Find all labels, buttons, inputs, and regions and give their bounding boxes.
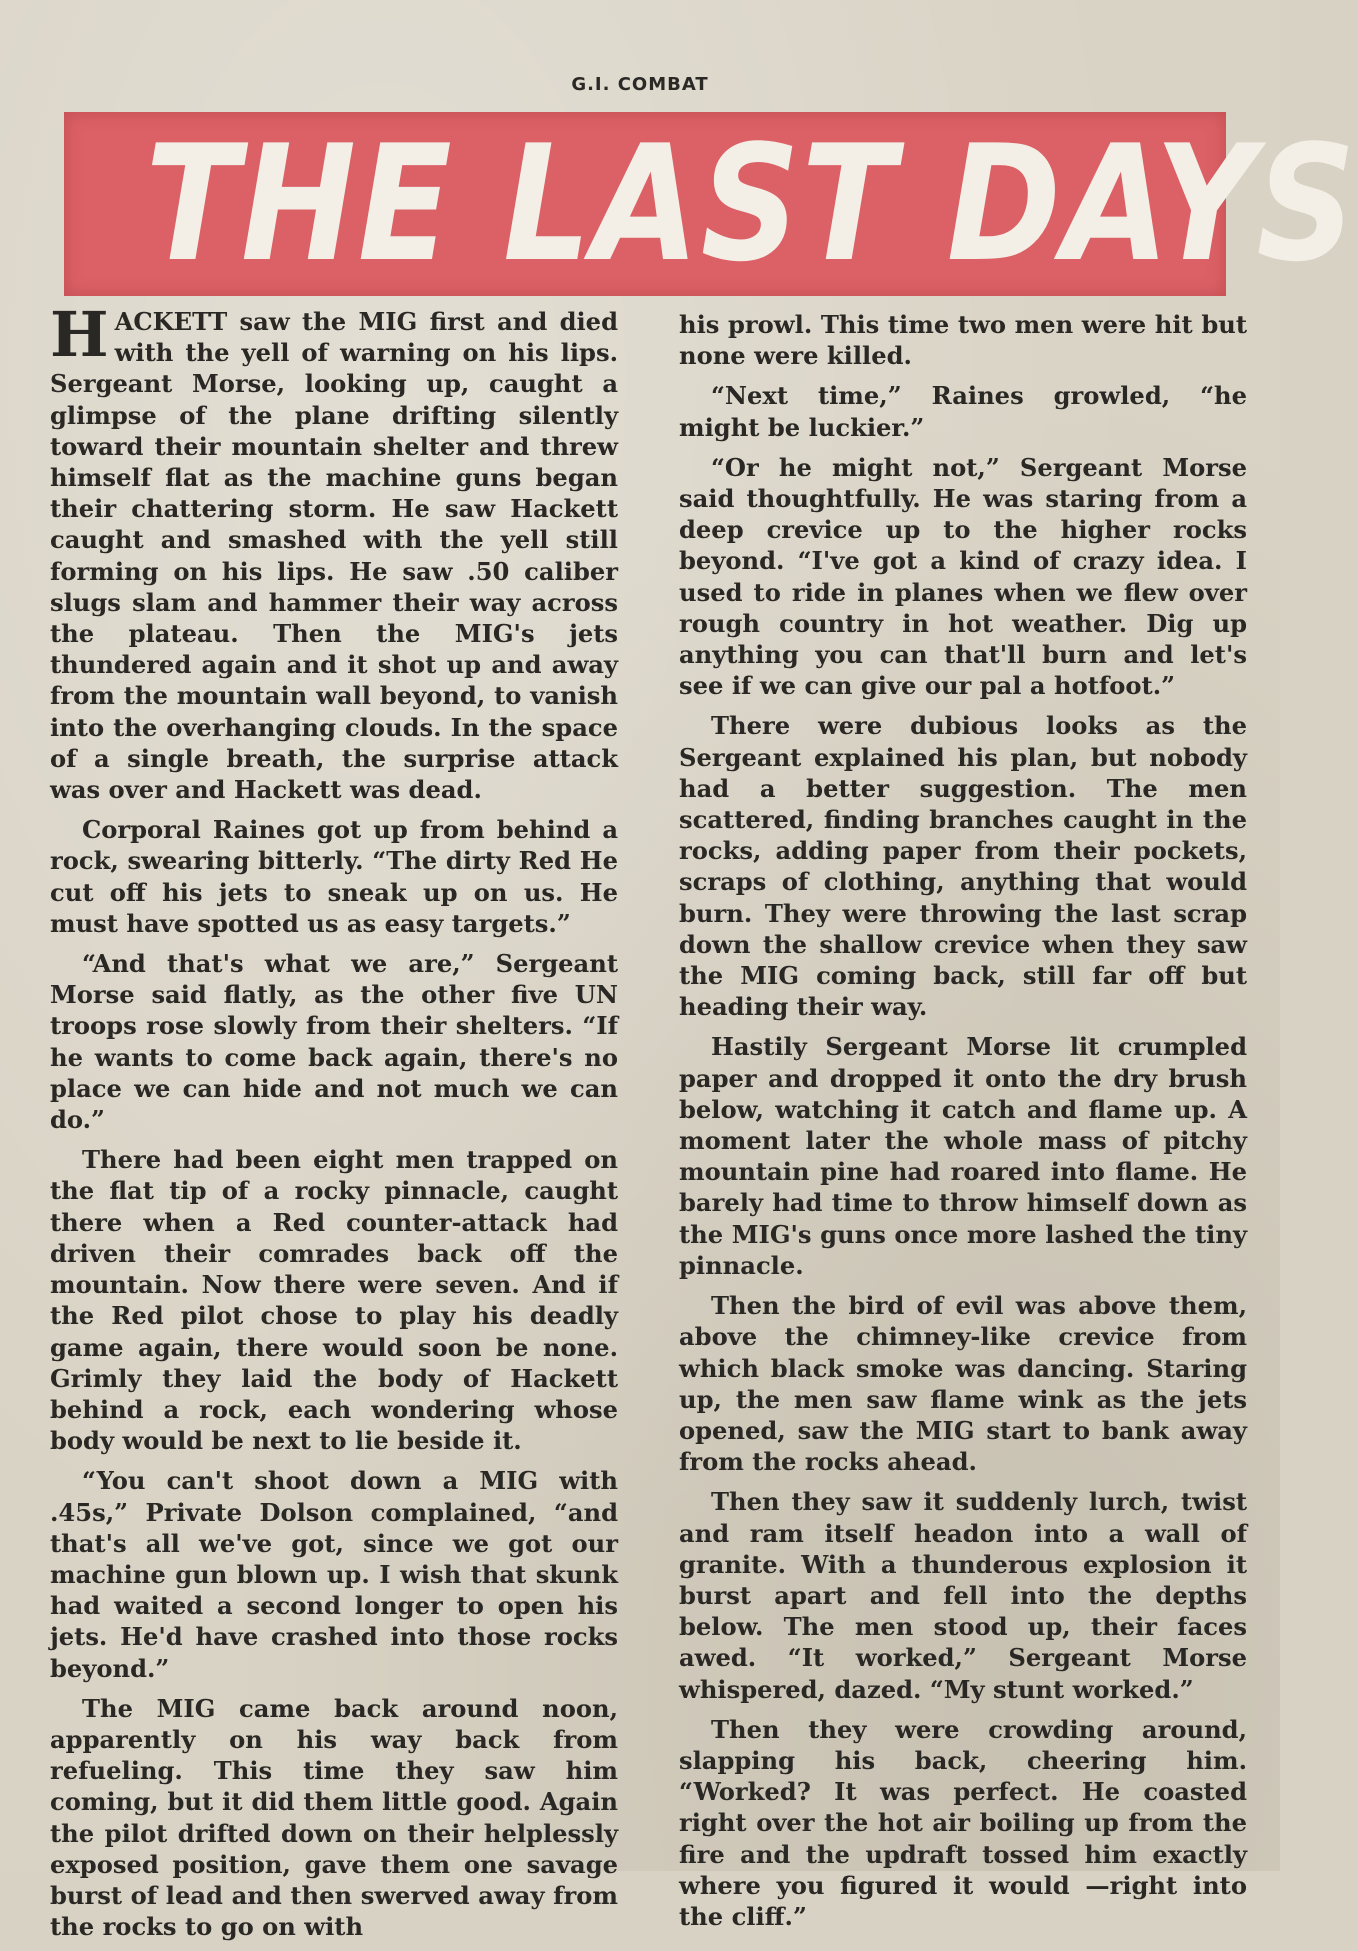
drop-cap: H <box>50 298 109 371</box>
paragraph: There had been eight men trapped on the flat tip of a rocky pinnacle, caught there when a Red counter-attack had driven their comrades back off the mountain. Now there were seven. And if the Red pilot chose to play his deadly game again, there would soon be none. Grimly they laid the body of Hackett behind a rock, each wondering whose body would be next to lie beside it. <box>50 1145 618 1456</box>
paragraph-continuation: his prowl. This time two men were hit but none were killed. <box>679 310 1247 371</box>
left-column <box>50 298 618 1951</box>
paragraph: Then they saw it suddenly lurch, twist and ram itself headon into a wall of granite. With a thunderous explosion it burst apart and fell into the depths below. The men stood up, their faces awed. “It worked,” Sergeant Morse whispered, dazed. “My stunt worked.” <box>679 1487 1247 1704</box>
paragraph: Then the bird of evil was above them, above the chimney-like crevice from which black smoke was dancing. Staring up, the men saw flame wink as the jets opened, saw the MIG start to bank away from the rocks ahead. <box>679 1291 1247 1477</box>
story-title: THE LAST DAYS <box>145 110 1357 297</box>
right-column <box>679 309 1247 1941</box>
running-head: G.I. COMBAT <box>571 74 709 95</box>
paragraph: Then they were crowding around, slapping his back, cheering him. “Worked? It was perfect. He coasted right over the hot air boiling up from the fire and the updraft tossed him exactly where you figured it would —right into the cliff.” <box>679 1714 1247 1931</box>
paragraph: “Or he might not,” Sergeant Morse said thoughtfully. He was staring from a deep crevice up to the higher rocks beyond. “I've got a kind of crazy idea. I used to ride in planes when we flew over rough country in hot weather. Dig up anything you can that'll burn and let's see if we can give our pal a hotfoot.” <box>679 452 1247 701</box>
paragraph: Corporal Raines got up from behind a rock, swearing bitterly. “The dirty Red He cut off his jets to sneak up on us. He must have spotted us as easy targets.” <box>50 815 618 938</box>
paragraph: “You can't shoot down a MIG with .45s,” Private Dolson complained, “and that's all we've got, since we got our machine gun blown up. I wish that skunk had waited a second longer to open his jets. He'd have crashed into those rocks beyond.” <box>50 1466 618 1683</box>
paragraph: The MIG came back around noon, apparently on his way back from refueling. This time they saw him coming, but it did them little good. Again the pilot drifted down on their helplessly exposed position, gave them one savage burst of lead and then swerved away from the rocks to go on with <box>50 1693 618 1942</box>
paragraph: There were dubious looks as the Sergeant explained his plan, but nobody had a better suggestion. The men scattered, finding branches caught in the rocks, adding paper from their pockets, scraps of clothing, anything that would burn. They were throwing the last scrap down the shallow crevice when they saw the MIG coming back, still far off but heading their way. <box>679 711 1247 1022</box>
paragraph: Hastily Sergeant Morse lit crumpled paper and dropped it onto the dry brush below, watching it catch and flame up. A moment later the whole mass of pitchy mountain pine had roared into flame. He barely had time to throw himself down as the MIG's guns once more lashed the tiny pinnacle. <box>679 1032 1247 1280</box>
paragraph: “Next time,” Raines growled, “he might be luckier.” <box>679 381 1247 442</box>
paragraph-text: ACKETT saw the MIG first and died with the yell of warning on his lips. Sergeant Morse, looking up, caught a glimpse of the plane drifting silently toward their mountain shelter and threw himself flat as the machine guns began their chattering storm. He saw Hackett caught and smashed with the yell still forming on his lips. He saw .50 caliber slugs slam and hammer their way across the plateau. Then the MIG's jets thundered again and it shot up and away from the mountain wall beyond, to vanish into the overhanging clouds. In the space of a single breath, the surprise attack was over and Hackett was dead. <box>50 307 618 805</box>
paragraph <box>50 298 618 805</box>
paragraph: “And that's what we are,” Sergeant Morse said flatly, as the other five UN troops rose slowly from their shelters. “If he wants to come back again, there's no place we can hide and not much we can do.” <box>50 949 618 1135</box>
title-banner <box>64 110 1357 297</box>
